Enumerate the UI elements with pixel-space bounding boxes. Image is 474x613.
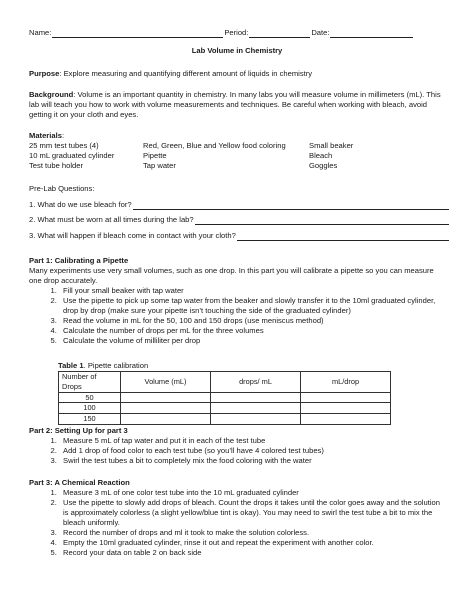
step-item: 1. Measure 3 mL of one color test tube into the 10 mL graduated cylinder: [59, 488, 447, 498]
background-paragraph: [29, 90, 447, 120]
materials-colon: :: [61, 131, 65, 140]
step-item: 3. Read the volume in mL for the 50, 100 and 150 drops (use meniscus method): [59, 316, 447, 326]
table-row: [59, 392, 391, 403]
drops-cell: 50: [59, 392, 121, 403]
part1-intro: Many experiments use very small volumes, such as one drop. In this part you will calibrate a pipette so you can measure one drop accurately.: [29, 266, 434, 286]
table1-caption: [58, 361, 148, 371]
answer-line[interactable]: [133, 201, 449, 210]
material-item: Pipette: [143, 151, 167, 161]
table-header-cell: Number of Drops: [59, 372, 121, 393]
step-item: 1. Measure 5 mL of tap water and put it in each of the test tube: [59, 436, 447, 446]
prelab-heading: Pre-Lab Questions:: [29, 184, 95, 193]
step-item: 5. Calculate the volume of milliliter per drop: [59, 336, 447, 346]
materials-row: [29, 161, 447, 171]
table-header-cell: Volume (mL): [121, 372, 211, 393]
background-label: Background: [29, 90, 74, 99]
question-text: 2. What must be worn at all times during the lab?: [29, 215, 194, 224]
step-item: 3. Record the number of drops and ml it took to make the solution colorless.: [59, 528, 447, 538]
step-item: 5. Record your data on table 2 on back side: [59, 548, 447, 558]
name-label: Name:: [29, 28, 52, 37]
background-text: : Volume is an important quantity in chemistry. In many labs you will measure volume in millimeters (mL). This lab will teach you how to work with volume measurements and techniques. Be careful when working with bleach, avoid getting it on your cloth and eyes.: [29, 90, 441, 120]
pipette-calibration-table: [58, 371, 391, 425]
date-label: Date:: [311, 28, 330, 37]
part1-heading: [29, 256, 447, 266]
prelab-question-2: [29, 215, 449, 225]
drops-cell: 100: [59, 403, 121, 414]
step-item: 2. Use the pipette to slowly add drops of bleach. Count the drops it takes until the color goes away and the solution is approximately colorless (a slight yellow/blue tint is okay). You may need to swirl the test tube a bit to mix the bleach uniformly.: [59, 498, 447, 528]
material-item: Red, Green, Blue and Yellow food coloring: [143, 141, 286, 151]
step-item: 2. Add 1 drop of food color to each test tube (so you’ll have 4 colored test tubes): [59, 446, 447, 456]
entry-cell[interactable]: [121, 392, 211, 403]
table-header-cell: drops/ mL: [211, 372, 301, 393]
step-item: 1. Fill your small beaker with tap water: [59, 286, 447, 296]
part3-steps: [29, 488, 447, 558]
date-blank[interactable]: [330, 29, 413, 38]
part3-heading: Part 3: A Chemical Reaction: [29, 478, 130, 487]
materials-label: Materials: [29, 131, 62, 140]
step-item: 3. Swirl the test tubes a bit to completely mix the food coloring with the water: [59, 456, 447, 466]
entry-cell[interactable]: [301, 414, 391, 425]
purpose-paragraph: [29, 69, 447, 79]
entry-cell[interactable]: [121, 414, 211, 425]
table-row: [59, 414, 391, 425]
period-label: Period:: [224, 28, 249, 37]
step-item: 2. Use the pipette to pick up some tap water from the beaker and slowly transfer it to the 10ml graduated cylinder, drop by drop (make sure your pipette isn’t touching the side of the graduated cylinder): [59, 296, 447, 316]
entry-cell[interactable]: [211, 403, 301, 414]
material-item: Tap water: [143, 161, 176, 171]
part1-steps: [29, 286, 447, 346]
entry-cell[interactable]: [301, 392, 391, 403]
part1-heading-rest: : Calibrating a Pipette: [50, 256, 129, 265]
entry-cell[interactable]: [211, 414, 301, 425]
entry-cell[interactable]: [121, 403, 211, 414]
entry-cell[interactable]: [301, 403, 391, 414]
part3-section: [29, 478, 447, 558]
part2-heading: Part 2: Setting Up for part 3: [29, 426, 128, 435]
header-fields: [29, 28, 414, 38]
table-row: [59, 403, 391, 414]
question-text: 1. What do we use bleach for?: [29, 200, 132, 209]
step-item: 4. Empty the 10ml graduated cylinder, rinse it out and repeat the experiment with another color.: [59, 538, 447, 548]
material-item: 10 mL graduated cylinder: [29, 151, 115, 161]
materials-row: [29, 151, 447, 161]
material-item: Goggles: [309, 161, 338, 171]
step-item: 4. Calculate the number of drops per mL for the three volumes: [59, 326, 447, 336]
period-blank[interactable]: [249, 29, 310, 38]
part2-section: [29, 426, 447, 466]
materials-list: [29, 141, 447, 171]
name-blank[interactable]: [52, 29, 223, 38]
drops-cell: 150: [59, 414, 121, 425]
material-item: Bleach: [309, 151, 333, 161]
material-item: 25 mm test tubes (4): [29, 141, 99, 151]
material-item: Small beaker: [309, 141, 354, 151]
purpose-text: : Explore measuring and quantifying different amount of liquids in chemistry: [59, 69, 313, 78]
answer-line[interactable]: [195, 216, 449, 225]
prelab-question-3: [29, 231, 449, 241]
part1-heading-bold: Part 1: [29, 256, 51, 265]
page-title: Lab Volume in Chemistry: [191, 46, 283, 55]
table-header-cell: mL/drop: [301, 372, 391, 393]
part2-steps: [29, 436, 447, 466]
table1-caption-bold: Table 1: [58, 361, 84, 370]
part1-section: [29, 256, 447, 346]
answer-line[interactable]: [237, 232, 449, 241]
materials-row: [29, 141, 447, 151]
material-item: Test tube holder: [29, 161, 84, 171]
table-header-row: [59, 372, 391, 393]
entry-cell[interactable]: [211, 392, 301, 403]
prelab-question-1: [29, 200, 449, 210]
question-text: 3. What will happen if bleach come in contact with your cloth?: [29, 231, 236, 240]
materials-section: [29, 131, 447, 171]
table1-caption-rest: . Pipette calibration: [83, 361, 149, 370]
purpose-label: Purpose: [29, 69, 60, 78]
